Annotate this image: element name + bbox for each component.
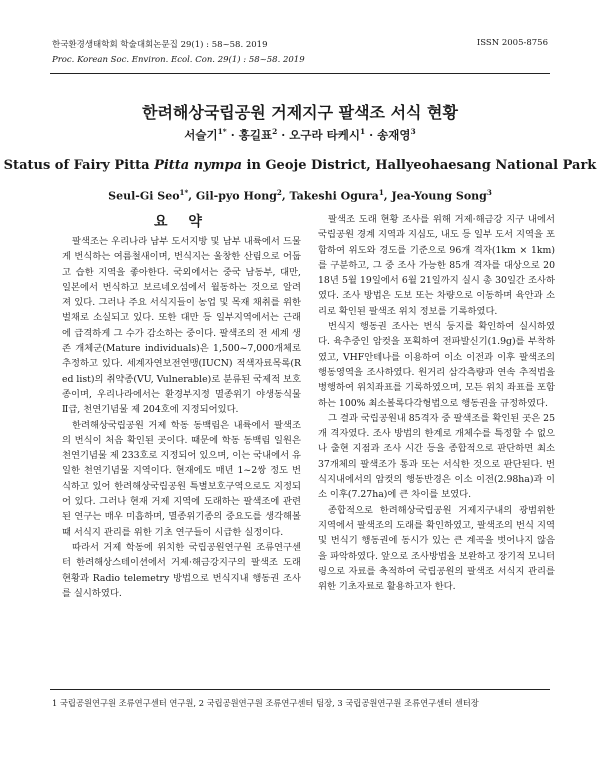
author-name: , Jea-Young Song [383,189,487,203]
affiliation-mark: 3 [410,127,416,137]
author-name: , Gil-pyo Hong [188,189,277,203]
author-name: , Takeshi Ogura [281,189,379,203]
affiliation-footnote: 1 국립공원연구원 조류연구센터 연구원, 2 국립공원연구원 조류연구센터 팀장, 3 국립공원연구원 조류연구센터 센터장 [52,698,479,708]
author-list-ko [0,127,600,143]
abstract-heading: 요 약 [154,214,210,230]
affiliation-mark: 2 [276,188,282,197]
author-name: 서슬기 [184,128,218,142]
footnote-rule [50,689,550,690]
abstract-paragraph: 번식지 행동권 조사는 번식 둥지를 확인하여 실시하였다. 육추중인 암컷을 포획하여 전파발신기(1.9g)를 부착하였고, VHF안테나를 이용하여 이소 이전과 이후 팔색조의 행동영역을 조사하였다. 원거리 삼각측량과 연속 추적법을 병행하여 위치좌표를 기록하였으며, 모든 위치 좌표를 포함하는 100% 최소볼록다각형법으로 행동권을 규정하였다. [318,321,555,409]
affiliation-mark: 1* [217,127,227,137]
journal-citation-ko: 한국환경생태학회 학술대회논문집 29(1) : 58~58. 2019 [52,40,268,50]
abstract-paragraph: 팔색조는 우리나라 남부 도서지방 및 남부 내륙에서 드물게 번식하는 여름철새이며, 번식지는 울창한 산림으로 어둡고 습한 지역을 좋아한다. 국외에서는 중국 남동부, 대만, 일본에서 번식하고 보르네오섬에서 월동하는 것으로 알려져 있다. 그러나 주요 서식지들이 농업 및 목재 채취를 위한 벌채로 소실되고 있다. 또한 대만 등 일부지역에서는 근래에 급격하게 그 수가 감소하는 중이다. 팔색조의 전 세계 생존 개체군(Mature individuals)은 1,500~7,000개체로 추정하고 있다. 세계자연보전연맹(IUCN) 적색자료목록(Red list)의 취약종(VU, Vulnerable)로 분류된 국제적 보호종이며, 우리나라에서는 환경부지정 멸종위기 야생동식물 Ⅱ급, 천연기념물 제 204호에 지정되어있다. [62,236,301,416]
journal-header [52,38,305,68]
author-name: · 송재영 [369,128,411,142]
abstract-paragraph: 팔색조 도래 현황 조사를 위해 거제·해금강 지구 내에서 국립공원 경계 지역과 지심도, 내도 등 일부 도서 지역을 포함하여 위도와 경도를 기준으로 96개 격자(1km × 1km)를 구분하고, 그 중 조사 가능한 85개 격자를 대상으로 2018년 5월 19일에서 6월 21일까지 실시 총 30일간 조사하였다. 조사 방법은 도보 또는 차량으로 이동하며 육안과 소리로 확인된 팔색조 위치 정보를 기록하였다. [318,214,555,317]
affiliation-mark: 1 [378,188,384,197]
affiliation-mark: 2 [272,127,278,137]
affiliation-mark: 3 [486,188,492,197]
header-rule [50,73,550,74]
species-name: Pitta nympa [154,158,243,173]
abstract-paragraph: 종합적으로 한려해상국립공원 거제지구내의 광범위한 지역에서 팔색조의 도래를 확인하였고, 팔색조의 번식 지역및 번식기 행동권에 동시가 있는 큰 계곡을 벗어나지 않음을 파악하였다. 앞으로 조사방법을 보완하고 장기적 모니터링으로 자료를 축적하여 국립공원의 팔색조 서식지 관리를 위한 기초자료로 활용하고자 한다. [318,504,555,593]
title-en-part: in Geoje District, Hallyeohaesang National Park [242,158,597,173]
abstract-paragraph: 한려해상국립공원 거제 학동 동백림은 내륙에서 팔색조의 번식이 처음 확인된 곳이다. 때문에 학동 동백림 일원은 천연기념물 제 233호로 지정되어 있으며, 이는 국내에서 유일한 천연기념물 지역이다. 현재에도 매년 1~2쌍 정도 번식하고 있어 한려해상국립공원 특별보호구역으로도 지정되어 있다. 그러나 현재 거제 지역에 도래하는 팔색조에 관련된 연구는 매우 미흡하며, 멸종위기종의 중요도를 생각해볼 때 서식지 관리를 위한 기초 연구들이 시급한 실정이다. [62,419,301,538]
affiliation-mark: 1* [179,188,189,197]
author-name: · 홍길표 [230,128,273,142]
journal-citation-en: Proc. Korean Soc. Environ. Ecol. Con. 29(1) : 58~58. 2019 [52,55,305,65]
author-name: Seul-Gi Seo [108,189,180,203]
author-name: · 오구라 타케시 [281,128,360,142]
paper-title-ko: 한려해상국립공원 거제지구 팔색조 서식 현황 [142,103,458,122]
author-list-en [0,188,600,203]
abstract-left-column [62,234,301,601]
issn: ISSN 2005-8756 [476,38,548,48]
affiliation-mark: 1 [359,127,366,137]
abstract-right-column [318,212,555,594]
abstract-paragraph: 따라서 거제 학동에 위치한 국립공원연구원 조류연구센터 한려해상스테이션에서 거제·해금강지구의 팔색조 도래현황과 Radio telemetry 방법으로 번식지내 행동권 조사를 실시하였다. [62,541,301,599]
title-en-part: Status of Fairy Pitta [3,158,155,173]
paper-title-en [0,158,600,173]
abstract-paragraph: 그 결과 국립공원내 85격자 중 팔색조를 확인된 곳은 25개 격자였다. 조사 방법의 한계로 개체수를 특정할 수 없으나 출현 지점과 조사 시간 등을 종합적으로 판단하면 최소 37개체의 팔색조가 통과 또는 서식한 것으로 판단된다. 번식지내에서의 암컷의 행동반경은 이소 이전(2.98ha)과 이소 이후(7.27ha)에 큰 차이를 보였다. [318,412,555,501]
